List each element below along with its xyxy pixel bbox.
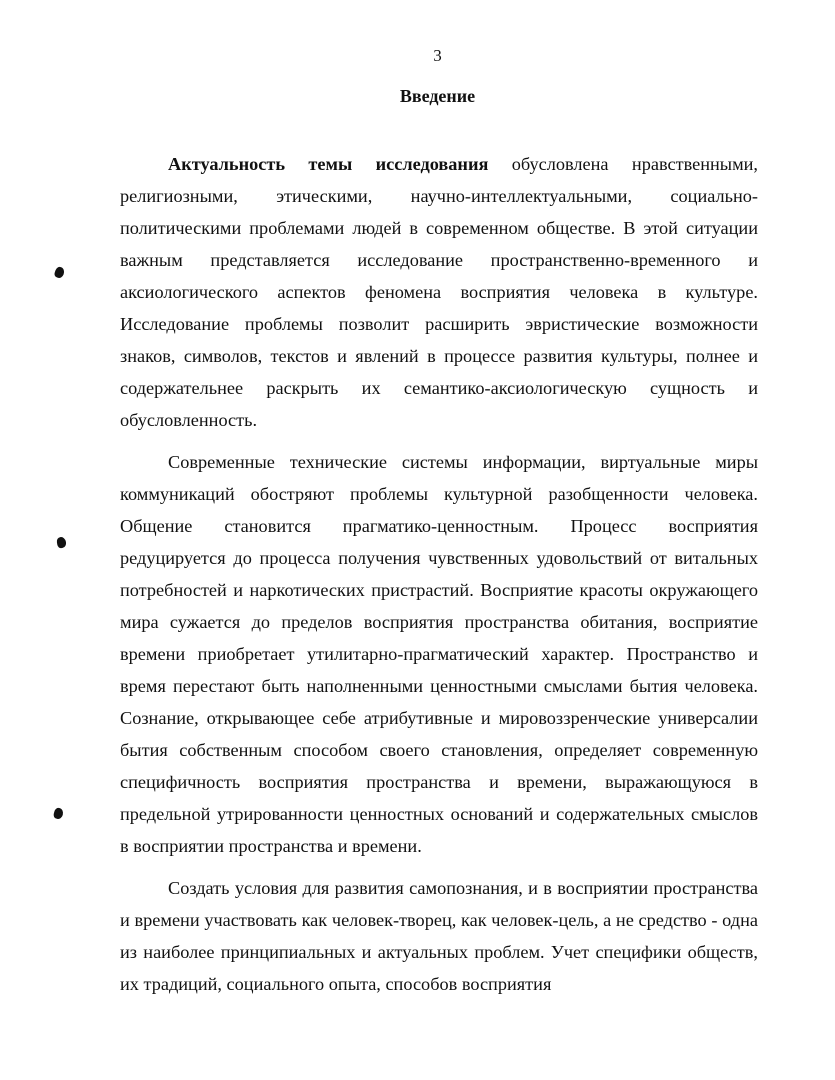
paragraph-self-knowledge — [120, 872, 758, 1000]
paragraph-text: Создать условия для развития самопознания, и в восприятии пространства и времени участвовать как человек-творец, как человек-цель, а не средство - одна из наиболее принципиальных и актуальных проблем. Учет специфики обществ, их традиций, социального опыта, способов восприятия — [120, 878, 758, 994]
paragraph-relevance — [120, 148, 758, 436]
paragraph-text: обусловлена нравственными, религиозными, этическими, научно-интеллектуальными, социально-политическими проблемами людей в современном обществе. В этой ситуации важным представляется исследование пространственно-временного и аксиологического аспектов феномена восприятия человека в культуре. Исследование проблемы позволит расширить эвристические возможности знаков, символов, текстов и явлений в процессе развития культуры, полнее и содержательнее раскрыть их семантико-аксиологическую сущность и обусловленность. — [120, 154, 758, 430]
relevance-lead: Актуальность темы исследования — [168, 154, 489, 174]
margin-mark — [56, 536, 67, 548]
body-text — [120, 148, 758, 1000]
margin-mark — [53, 266, 65, 279]
page-number: 3 — [433, 46, 442, 65]
margin-mark — [53, 807, 65, 820]
paragraph-technology — [120, 446, 758, 862]
paragraph-text: Современные технические системы информации, виртуальные миры коммуникаций обостряют проблемы культурной разобщенности человека. Общение становится прагматико-ценностным. Процесс восприятия редуцируется до процесса получения чувственных удовольствий от витальных потребностей и наркотических пристрастий. Восприятие красоты окружающего мира сужается до пределов восприятия пространства обитания, восприятие времени приобретает утилитарно-прагматический характер. Пространство и время перестают быть наполненными ценностными смыслами бытия человека. Сознание, открывающее себе атрибутивные и мировоззренческие универсалии бытия собственным способом своего становления, определяет современную специфичность восприятия пространства и времени, выражающуюся в предельной утрированности ценностных оснований и содержательных смыслов в восприятии пространства и времени. — [120, 452, 758, 856]
section-heading: Введение — [399, 86, 476, 106]
